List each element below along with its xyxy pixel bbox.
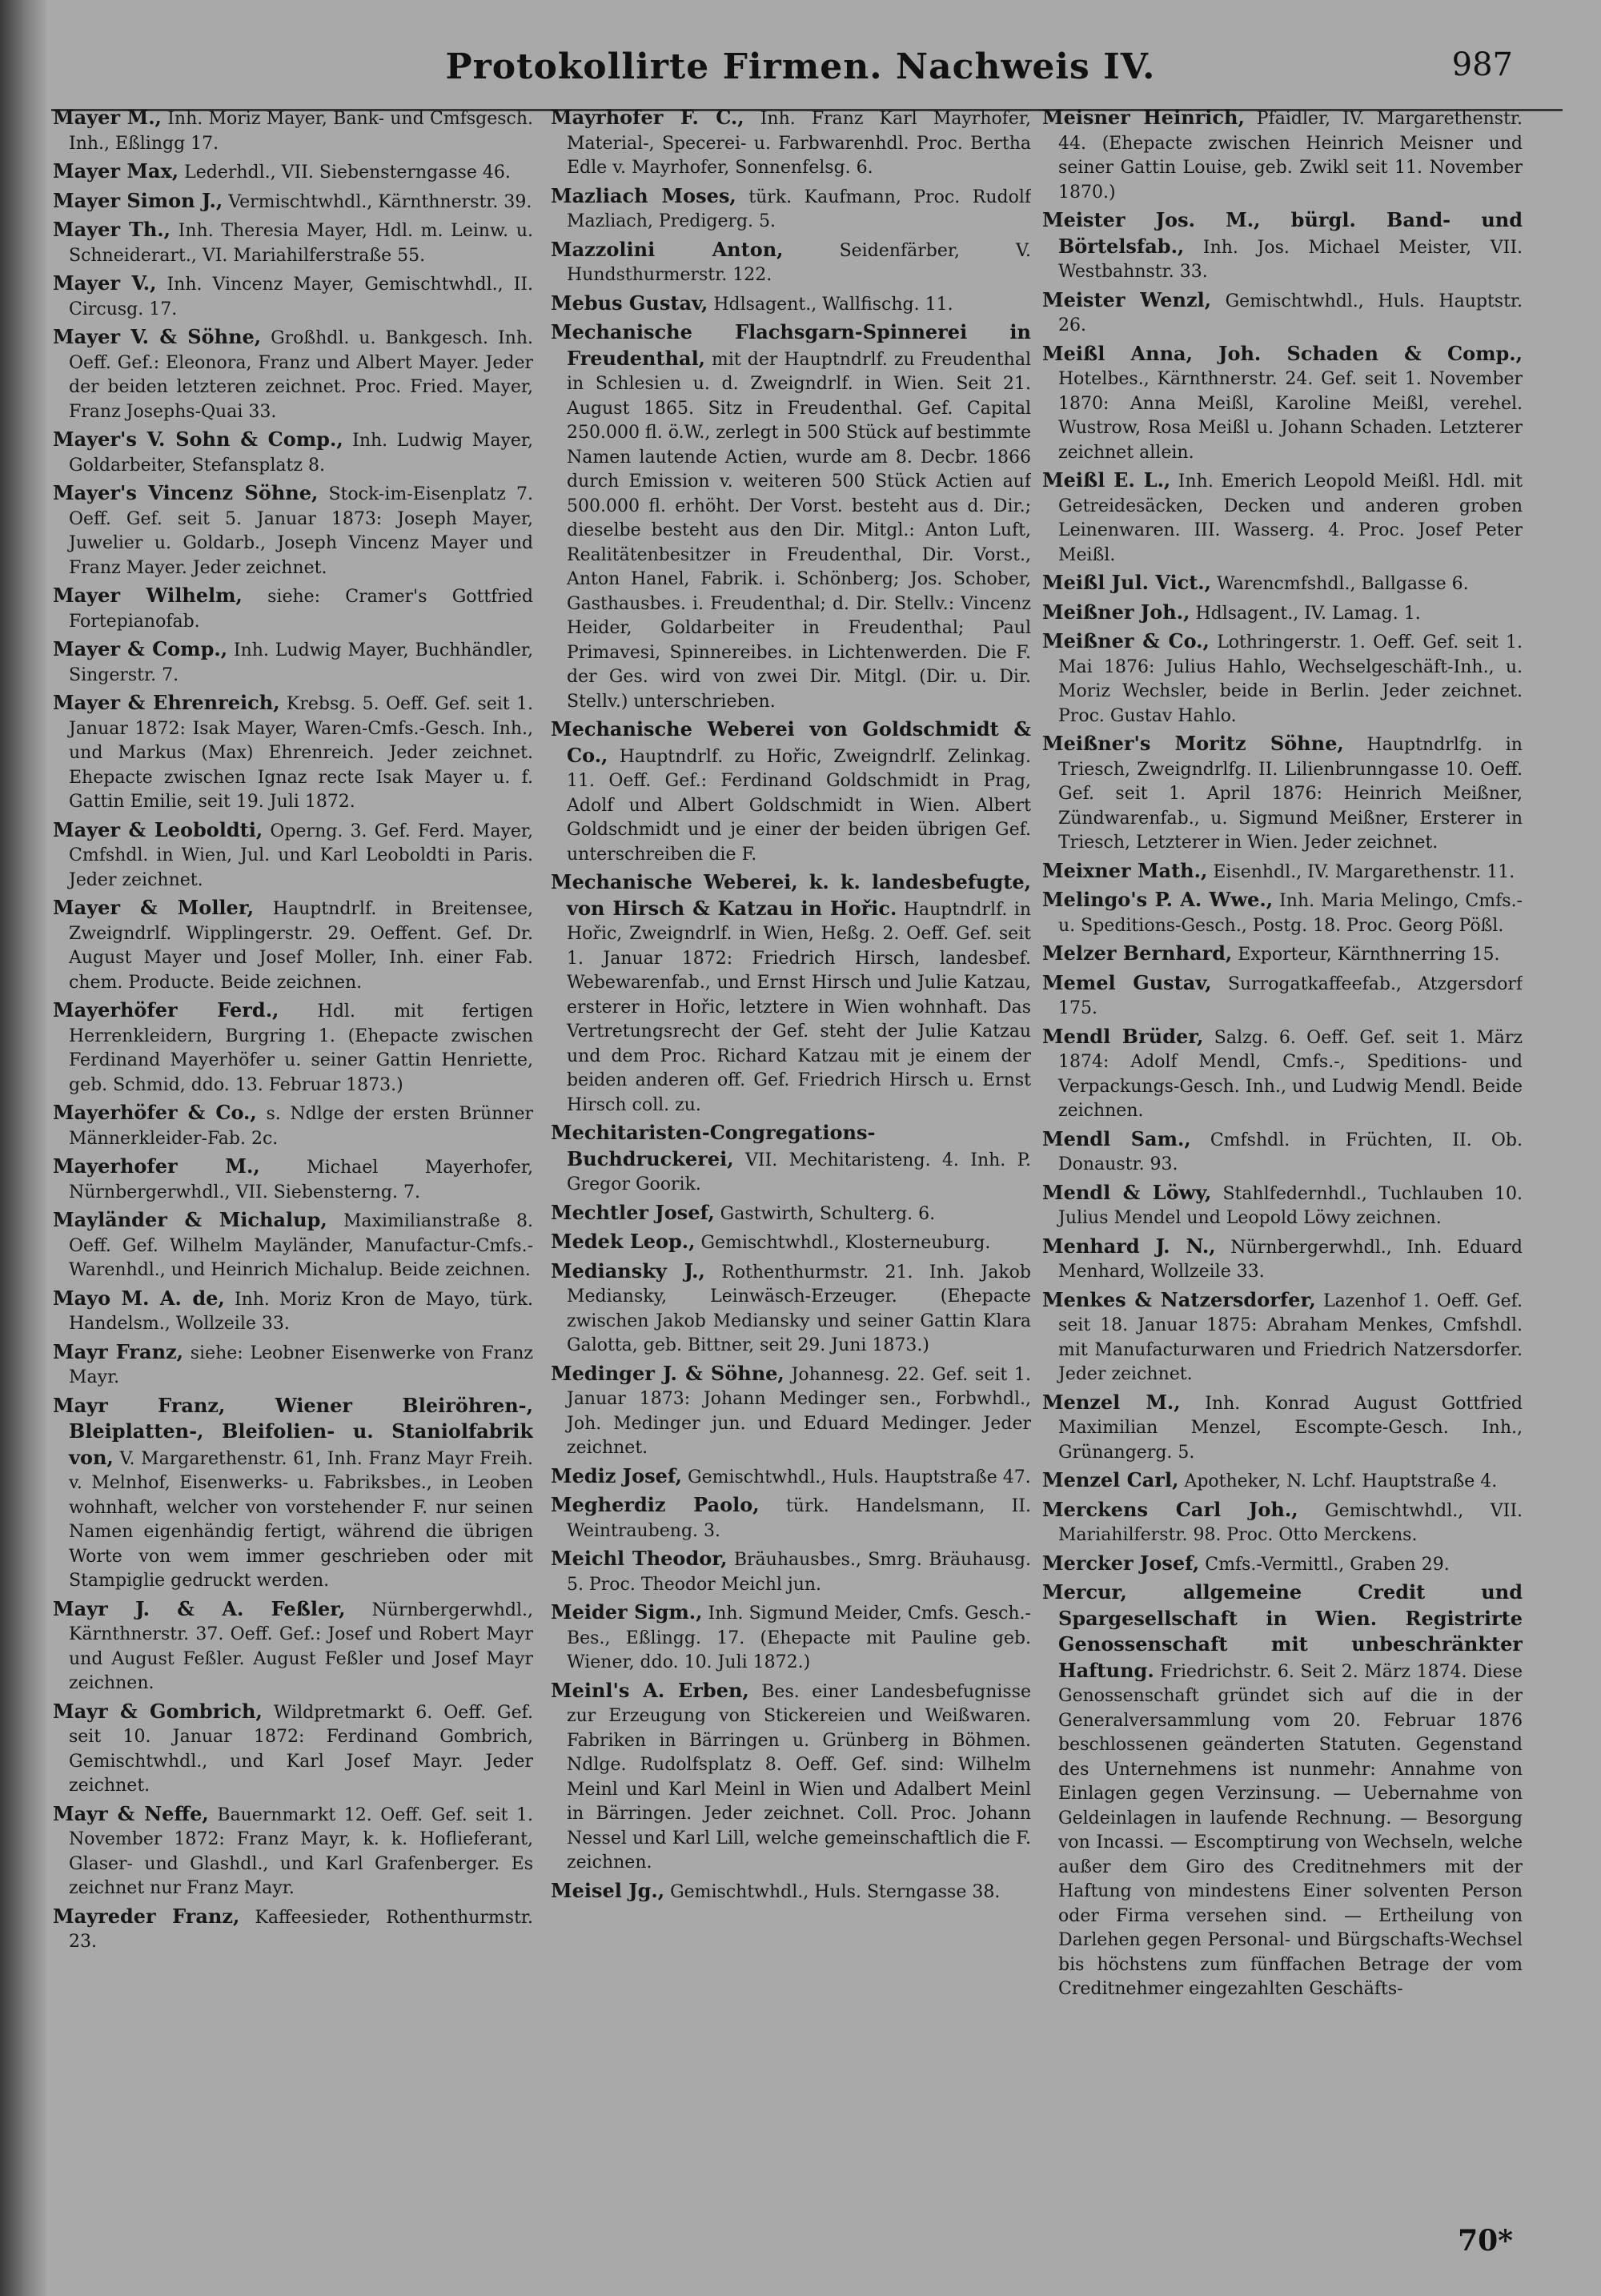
entry-text: Rothenthurmstr. 21. Inh. Jakob Mediansky, Leinwäsch-Erzeuger. (Ehepacte zwischen Jakob Mediansky und seiner Gattin Klara Galotta, geb. Bittner, seit 29. Juni 1873.) — [567, 1262, 1031, 1355]
entry-name: Meißl E. L., — [1042, 468, 1171, 492]
directory-entry — [53, 637, 533, 688]
directory-entry — [1042, 1551, 1523, 1578]
directory-entry — [53, 427, 533, 478]
entry-text: Inh. Theresia Mayer, Hdl. m. Leinw. u. Schneiderart., VI. Mariahilferstraße 55. — [69, 221, 533, 266]
directory-entry — [551, 1547, 1031, 1597]
directory-entry — [551, 320, 1031, 714]
directory-entry — [53, 325, 533, 424]
directory-entry — [551, 1679, 1031, 1876]
entry-text: Cmfshdl. in Früchten, II. Ob. Donaustr. 93. — [1058, 1130, 1523, 1174]
entry-name: Meisner Heinrich, — [1042, 106, 1245, 129]
entry-text: Nürnbergerwhdl., Kärnthnerstr. 37. Oeff. Gef.: Josef und Robert Mayr und August Feßler. August Feßler und Josef Mayr zeichnen. — [69, 1600, 533, 1693]
entry-text: Nürnbergerwhdl., Inh. Eduard Menhard, Wollzeile 33. — [1058, 1237, 1523, 1282]
entry-name: Mayr & Neffe, — [53, 1801, 209, 1825]
column-2 — [551, 106, 1031, 2227]
column-1 — [53, 106, 533, 2227]
entry-text: Hotelbes., Kärnthnerstr. 24. Gef. seit 1. November 1870: Anna Meißl, Karoline Meißl, verehel. Wustrow, Rosa Meißl u. Johann Schaden. Letzterer zeichnet allein. — [1058, 369, 1523, 463]
directory-entry — [53, 271, 533, 322]
entry-name: Meixner Math., — [1042, 858, 1208, 882]
entry-name: Mayer's Vincenz Söhne, — [53, 481, 319, 504]
directory-entry — [551, 291, 1031, 318]
entry-text: Hauptndrlf. in Breitensee, Zweigndrlf. Wipplingerstr. 29. Oeffent. Gef. Dr. August Mayer und Josef Moller, Inh. einer Fab. chem. Producte. Beide zeichnen. — [69, 899, 533, 993]
directory-entry — [551, 1493, 1031, 1543]
entry-text: Salzg. 6. Oeff. Gef. seit 1. März 1874: Adolf Mendl, Cmfs.-, Speditions- und Verpackungs-Gesch. Inh., und Ludwig Mendl. Beide zeichnen. — [1058, 1027, 1523, 1121]
entry-name: Mendl Brüder, — [1042, 1024, 1204, 1048]
entry-text: Operng. 3. Gef. Ferd. Mayer, Cmfshdl. in Wien, Jul. und Karl Leoboldti in Paris. Jeder zeichnet. — [69, 821, 533, 890]
entry-text: Hdl. mit fertigen Herrenkleidern, Burgring 1. (Ehepacte zwischen Ferdinand Mayerhöfer u. seiner Gattin Henriette, geb. Schmid, ddo. 13. Februar 1873.) — [69, 1001, 533, 1095]
entry-text: Lazenhof 1. Oeff. Gef. seit 18. Januar 1875: Abraham Menkes, Cmfshdl. mit Manufacturwaren und Friedrich Natzersdorfer. Jeder zeichnet. — [1058, 1290, 1523, 1384]
directory-entry — [1042, 1580, 1523, 2002]
entry-text: Inh. Moriz Kron de Mayo, türk. Handelsm., Wollzeile 33. — [69, 1289, 533, 1334]
entry-name: Mayer V. & Söhne, — [53, 325, 262, 348]
entry-text: Maximilianstraße 8. Oeff. Gef. Wilhelm Mayländer, Manufactur-Cmfs.-Warenhdl., und Heinrich Michalup. Beide zeichnen. — [69, 1211, 533, 1280]
directory-entry — [53, 1597, 533, 1696]
entry-name: Mayr Franz, Wiener Bleiröhren-, Bleiplatten-, Bleifolien- u. Staniolfabrik von, — [53, 1393, 533, 1469]
directory-entry — [551, 238, 1031, 288]
entry-text: Stock-im-Eisenplatz 7. Oeff. Gef. seit 5. Januar 1873: Joseph Mayer, Juwelier u. Goldarb., Joseph Vincenz Mayer und Franz Mayer. Jeder zeichnet. — [69, 484, 533, 578]
entry-name: Mendl Sam., — [1042, 1126, 1191, 1150]
directory-entry — [551, 1879, 1031, 1905]
directory-entry — [551, 870, 1031, 1118]
entry-name: Memel Gustav, — [1042, 970, 1212, 994]
entry-text: Gemischtwhdl., Huls. Hauptstr. 26. — [1058, 291, 1523, 335]
directory-entry — [1042, 342, 1523, 466]
entry-name: Merckens Carl Joh., — [1042, 1497, 1298, 1521]
directory-entry — [53, 818, 533, 893]
entry-name: Mayer Th., — [53, 218, 171, 241]
directory-entry — [551, 717, 1031, 867]
directory-entry — [1042, 1498, 1523, 1548]
directory-entry — [1042, 1468, 1523, 1495]
directory-entry — [1042, 1234, 1523, 1285]
entry-name: Mediansky J., — [551, 1258, 705, 1282]
entry-name: Mazzolini Anton, — [551, 237, 784, 261]
entry-name: Mechanische Flachsgarn-Spinnerei in Freudenthal, — [551, 320, 1031, 370]
entry-text: Apotheker, N. Lchf. Hauptstraße 4. — [1184, 1471, 1498, 1491]
entry-text: Gastwirth, Schulterg. 6. — [720, 1203, 936, 1224]
signature-mark: 70* — [1458, 2224, 1513, 2258]
entry-name: Mayo M. A. de, — [53, 1286, 225, 1310]
directory-entry — [53, 1340, 533, 1391]
entry-text: Bes. einer Landesbefugnisse zur Erzeugung von Stickereien und Weißwaren. Fabriken in Bärringen u. Grünberg in Böhmen. Ndlge. Rudolfsplatz 8. Oeff. Gef. sind: Wilhelm Meinl und Karl Meinl in Wien und Adalbert Meinl in Bärringen. Jeder zeichnet. Coll. Proc. Johann Nessel und Karl Lill, welche gemeinschaftlich die F. zeichnen. — [567, 1681, 1031, 1873]
entry-name: Mayländer & Michalup, — [53, 1208, 327, 1231]
entry-text: Vermischtwhdl., Kärnthnerstr. 39. — [228, 191, 532, 212]
entry-name: Mercker Josef, — [1042, 1551, 1200, 1575]
entry-text: Exporteur, Kärnthnerring 15. — [1238, 945, 1500, 965]
directory-entry — [1042, 629, 1523, 729]
entry-text: Warencmfshdl., Ballgasse 6. — [1217, 574, 1469, 594]
entry-text: Lothringerstr. 1. Oeff. Gef. seit 1. Mai 1876: Julius Hahlo, Wechselgeschäft-Inh., u. Moriz Wechsler, beide in Berlin. Jeder zeichnet. Proc. Gustav Hahlo. — [1058, 632, 1523, 726]
entry-name: Mediz Josef, — [551, 1463, 683, 1487]
entry-text: Johannesg. 22. Gef. seit 1. Januar 1873: Johann Medinger sen., Forbwhdl., Joh. Medinger jun. und Eduard Medinger. Jeder zeichnet. — [567, 1364, 1031, 1458]
directory-entry — [551, 1121, 1031, 1198]
entry-text: Inh. Franz Karl Mayrhofer, Material-, Specerei- u. Farbwarenhdl. Proc. Bertha Edle v. Mayrhofer, Sonnenfelsg. 6. — [567, 109, 1031, 178]
entry-text: Pfaidler, IV. Margarethenstr. 44. (Ehepacte zwischen Heinrich Meisner und seiner Gattin Louise, geb. Zwikl seit 11. November 1870.) — [1058, 109, 1523, 203]
entry-text: Großhdl. u. Bankgesch. Inh. Oeff. Gef.: Eleonora, Franz und Albert Mayer. Jeder der beiden letzteren zeichnet. Proc. Fried. Mayer, Franz Josephs-Quai 33. — [69, 328, 533, 422]
directory-entry — [53, 1700, 533, 1799]
entry-name: Mayer & Leoboldti, — [53, 817, 263, 841]
directory-entry — [551, 1600, 1031, 1676]
directory-entry — [551, 1230, 1031, 1256]
entry-text: Inh. Jos. Michael Meister, VII. Westbahnstr. 33. — [1058, 237, 1523, 282]
directory-entry — [551, 106, 1031, 181]
entry-name: Megherdiz Paolo, — [551, 1493, 760, 1516]
directory-entry — [1042, 1288, 1523, 1387]
entry-text: Inh. Moriz Mayer, Bank- und Cmfsgesch. Inh., Eßlingg 17. — [69, 109, 533, 154]
entry-text: türk. Handelsmann, II. Weintraubeng. 3. — [567, 1496, 1031, 1541]
directory-entry — [1042, 468, 1523, 568]
entry-name: Meißl Jul. Vict., — [1042, 571, 1212, 594]
entry-name: Mercur, allgemeine Credit und Spargesellschaft in Wien. Registrirte Genossenschaft mit unbeschränkter Haftung. — [1042, 1580, 1523, 1682]
directory-entry — [53, 691, 533, 815]
entry-name: Mayer V., — [53, 271, 157, 295]
entry-text: Hdlsagent., Wallfischg. 11. — [713, 294, 953, 315]
directory-entry — [1042, 1391, 1523, 1466]
entry-text: Inh. Ludwig Mayer, Goldarbeiter, Stefansplatz 8. — [69, 431, 533, 476]
entry-text: Krebsg. 5. Oeff. Gef. seit 1. Januar 1872: Isak Mayer, Waren-Cmfs.-Gesch. Inh., und Markus (Max) Ehrenreich. Jeder zeichnet. Ehepacte zwischen Ignaz recte Isak Mayer u. f. Gattin Emilie, seit 19. Juli 1872. — [69, 694, 533, 812]
entry-text: Gemischtwhdl., Klosterneuburg. — [700, 1233, 991, 1253]
entry-text: Surrogatkaffeefab., Atzgersdorf 175. — [1058, 973, 1523, 1018]
directory-entry — [1042, 600, 1523, 627]
entry-name: Meichl Theodor, — [551, 1547, 728, 1570]
directory-entry — [1042, 941, 1523, 968]
entry-name: Mayer & Ehrenreich, — [53, 691, 280, 714]
entry-name: Meisel Jg., — [551, 1878, 665, 1902]
page-title: Protokollirte Firmen. Nachweis IV. — [445, 46, 1156, 87]
entry-text: V. Margarethenstr. 61, Inh. Franz Mayr Freih. v. Melnhof, Eisenwerks- u. Fabriksbes., in Leoben wohnhaft, welcher von vorstehender F. nur seinen Namen eigenhändig fertigt, während die übrigen Worte von wem immer geschrieben oder mit Stampiglie gedruckt werden. — [69, 1448, 533, 1591]
entry-text: Michael Mayerhofer, Nürnbergerwhdl., VII. Siebensterng. 7. — [69, 1158, 533, 1202]
directory-entry — [551, 1464, 1031, 1491]
directory-entry — [53, 481, 533, 580]
entry-text: türk. Kaufmann, Proc. Rudolf Mazliach, Predigerg. 5. — [567, 187, 1031, 231]
entry-text: Hauptndrlf. in Hořic, Zweigndrlf. in Wien, Heßg. 2. Oeff. Gef. seit 1. Januar 1872: Friedrich Hirsch, landesbef. Webewarenfab., und Ernst Hirsch und Julie Katzau, ersterer in Hořic, letztere in Wien wohnhaft. Das Vertretungsrecht der Gef. steht der Julie Katzau und dem Proc. Richard Katzau mit je einem der beiden anderen off. Gef. Friedrich Hirsch u. Ernst Hirsch coll. zu. — [567, 899, 1031, 1115]
directory-entry — [53, 1802, 533, 1901]
directory-entry — [53, 218, 533, 268]
directory-entry — [1042, 571, 1523, 597]
entry-name: Mayer Simon J., — [53, 188, 223, 212]
entry-text: Hauptndrlf. zu Hořic, Zweigndrlf. Zelinkag. 11. Oeff. Gef.: Ferdinand Goldschmidt in Prag, Adolf und Albert Goldschmidt in Wien. Albert Goldschmidt und je einer der beiden übrigen Gef. unterschreiben die F. — [567, 746, 1031, 865]
entry-name: Mazliach Moses, — [551, 183, 736, 207]
entry-name: Mayer Wilhelm, — [53, 584, 243, 607]
entry-name: Mechanische Weberei von Goldschmidt & Co., — [551, 717, 1031, 767]
directory-entry — [1042, 859, 1523, 885]
entry-name: Melzer Bernhard, — [1042, 941, 1233, 965]
entry-name: Medek Leop., — [551, 1230, 696, 1253]
entry-name: Mayr & Gombrich, — [53, 1699, 263, 1723]
book-fold-shadow — [0, 0, 48, 2296]
entry-name: Meißl Anna, Joh. Schaden & Comp., — [1042, 341, 1523, 365]
directory-entry — [53, 1154, 533, 1205]
entry-text: Bräuhausbes., Smrg. Bräuhausg. 5. Proc. Theodor Meichl jun. — [567, 1550, 1031, 1595]
entry-name: Mayer M., — [53, 106, 162, 129]
page-number: 987 — [1451, 46, 1513, 83]
entry-name: Medinger J. & Söhne, — [551, 1361, 784, 1385]
entry-name: Mayer & Comp., — [53, 637, 228, 660]
entry-text: VII. Mechitaristeng. 4. Inh. P. Gregor Goorik. — [567, 1150, 1031, 1194]
entry-name: Mayr J. & A. Feßler, — [53, 1596, 346, 1620]
entry-text: Stahlfedernhdl., Tuchlauben 10. Julius Mendel und Leopold Löwy zeichnen. — [1058, 1183, 1523, 1228]
entry-text: Gemischtwhdl., Huls. Hauptstraße 47. — [688, 1467, 1031, 1487]
entry-name: Mayer Max, — [53, 159, 179, 183]
entry-text: Inh. Maria Melingo, Cmfs.- u. Speditions-Gesch., Postg. 18. Proc. Georg Pößl. — [1058, 891, 1523, 936]
entry-name: Meißner Joh., — [1042, 600, 1190, 624]
entry-text: siehe: Leobner Eisenwerke von Franz Mayr. — [69, 1343, 533, 1387]
directory-entry — [53, 159, 533, 186]
directory-entry — [1042, 288, 1523, 339]
entry-name: Meister Jos. M., bürgl. Band- und Börtelsfab., — [1042, 208, 1523, 258]
directory-entry — [53, 1101, 533, 1151]
entry-text: s. Ndlge der ersten Brünner Männerkleider-Fab. 2c. — [69, 1104, 533, 1149]
entry-name: Meider Sigm., — [551, 1600, 703, 1624]
directory-entry — [551, 184, 1031, 235]
entry-text: Gemischtwhdl., VII. Mariahilferstr. 98. Proc. Otto Merckens. — [1058, 1500, 1523, 1545]
entry-text: siehe: Cramer's Gottfried Fortepianofab. — [69, 587, 533, 632]
directory-entry — [53, 896, 533, 995]
entry-name: Menkes & Natzersdorfer, — [1042, 1287, 1316, 1311]
entry-name: Mayerhofer M., — [53, 1154, 260, 1178]
entry-name: Mayer & Moller, — [53, 896, 255, 919]
entry-name: Meinl's A. Erben, — [551, 1678, 749, 1702]
entry-text: Cmfs.-Vermittl., Graben 29. — [1205, 1554, 1450, 1575]
entry-text: Seidenfärber, V. Hundsthurmerstr. 122. — [567, 240, 1031, 285]
entry-name: Meißner's Moritz Söhne, — [1042, 732, 1344, 755]
entry-name: Menzel M., — [1042, 1390, 1181, 1414]
entry-text: Friedrichstr. 6. Seit 2. März 1874. Diese Genossenschaft gründet sich auf die in der Generalversammlung vom 20. Februar 1876 beschlossenen geänderten Statuten. Gegenstand des Unternehmens ist nunmehr: Annahme von Einlagen gegen Verzinsung. — Uebernahme von Geldeinlagen in laufende Rechnung. — Besorgung von Incassi. — Escomptirung von Wechseln, welche außer dem Giro des Creditnehmers mit der Haftung von mindestens Einer solventen Person oder Firma versehen sind. — Ertheilung von Darlehen gegen Personal- und Bürgschafts-Wechsel bis höchstens zum fünffachen Betrage der vom Creditnehmer eingezahlten Geschäfts- — [1058, 1661, 1523, 1999]
directory-entry — [1042, 1181, 1523, 1231]
entry-text: Inh. Konrad August Gottfried Maximilian Menzel, Escompte-Gesch. Inh., Grünangerg. 5. — [1058, 1393, 1523, 1463]
entry-text: Kaffeesieder, Rothenthurmstr. 23. — [69, 1907, 533, 1952]
entry-text: Lederhdl., VII. Siebensterngasse 46. — [184, 163, 511, 183]
directory-entry — [53, 1905, 533, 1955]
entry-name: Mechitaristen-Congregations-Buchdruckerei, — [551, 1121, 876, 1170]
entry-text: Bauernmarkt 12. Oeff. Gef. seit 1. November 1872: Franz Mayr, k. k. Hoflieferant, Glaser- und Glashdl., und Karl Grafenberger. Es zeichnet nur Franz Mayr. — [69, 1804, 533, 1898]
entry-text: Eisenhdl., IV. Margarethenstr. 11. — [1213, 861, 1515, 882]
directory-entry — [1042, 888, 1523, 938]
directory-entry — [1042, 1127, 1523, 1178]
entry-name: Mechtler Josef, — [551, 1200, 715, 1224]
entry-name: Mendl & Löwy, — [1042, 1180, 1212, 1204]
entry-text: Inh. Emerich Leopold Meißl. Hdl. mit Getreidesäcken, Decken und anderen groben Leinenwaren. III. Wasserg. 4. Proc. Josef Peter Meißl. — [1058, 472, 1523, 565]
directory-entry — [53, 1208, 533, 1283]
directory-entry — [53, 189, 533, 215]
entry-name: Melingo's P. A. Wwe., — [1042, 888, 1274, 911]
directory-entry — [1042, 208, 1523, 285]
entry-name: Mayer's V. Sohn & Comp., — [53, 427, 343, 451]
entry-name: Mechanische Weberei, k. k. landesbefugte, von Hirsch & Katzau in Hořic. — [551, 870, 1031, 920]
column-3 — [1042, 106, 1523, 2227]
entry-name: Meister Wenzl, — [1042, 287, 1212, 311]
entry-name: Mayerhöfer Ferd., — [53, 998, 279, 1022]
entry-name: Mayreder Franz, — [53, 1904, 240, 1928]
entry-name: Mayrhofer F. C., — [551, 106, 744, 129]
entry-name: Meißner & Co., — [1042, 629, 1210, 652]
entry-name: Mebus Gustav, — [551, 291, 708, 315]
directory-entry — [53, 998, 533, 1098]
directory-entry — [1042, 971, 1523, 1022]
entry-text: Wildpretmarkt 6. Oeff. Gef. seit 10. Januar 1872: Ferdinand Gombrich, Gemischtwhdl., und Karl Josef Mayr. Jeder zeichnet. — [69, 1702, 533, 1796]
entry-text: Gemischtwhdl., Huls. Sterngasse 38. — [670, 1881, 1001, 1902]
directory-entry — [1042, 106, 1523, 205]
directory-entry — [53, 1286, 533, 1337]
directory-entry — [1042, 1025, 1523, 1124]
directory-entry — [53, 106, 533, 156]
directory-entry — [551, 1201, 1031, 1227]
entry-name: Menzel Carl, — [1042, 1468, 1179, 1491]
directory-entry — [1042, 732, 1523, 856]
entry-text: Inh. Ludwig Mayer, Buchhändler, Singerstr. 7. — [69, 640, 533, 685]
entry-text: Inh. Sigmund Meider, Cmfs. Gesch.-Bes., Eßlingg. 17. (Ehepacte mit Pauline geb. Wiener, ddo. 10. Juli 1872.) — [567, 1604, 1031, 1672]
directory-entry — [551, 1259, 1031, 1359]
directory-entry — [53, 584, 533, 634]
directory-entry — [551, 1362, 1031, 1461]
entry-text: mit der Hauptndrlf. zu Freudenthal in Schlesien u. d. Zweigndrlf. in Wien. Seit 21. August 1865. Sitz in Freudenthal. Gef. Capital 250.000 fl. ö.W., zerlegt in 500 Stück auf bestimmte Namen lautende Actien, wurde am 8. Decbr. 1866 durch Emission v. weiteren 500 Stück Actien auf 500.000 fl. erhöht. Der Vorst. besteht aus d. Dir.; dieselbe besteht aus den Dir. Mitgl.: Anton Luft, Realitätenbesitzer in Freudenthal, Dir. Vorst., Anton Hanel, Fabrik. i. Schönberg; Jos. Schober, Gasthausbes. i. Freudenthal; d. Dir. Stellv.: Vincenz Heider, Goldarbeiter in Freudenthal; Paul Primavesi, Spinnereibes. in Lichtenwerden. Die F. der Ges. wird von zwei Dir. Mitgl. (Dir. u. Dir. Stellv.) unterschrieben. — [567, 349, 1031, 712]
entry-text: Inh. Vincenz Mayer, Gemischtwhdl., II. Circusg. 17. — [69, 275, 533, 319]
entry-text: Hdlsagent., IV. Lamag. 1. — [1195, 603, 1421, 624]
directory-entry — [53, 1394, 533, 1594]
entry-name: Mayerhöfer & Co., — [53, 1101, 257, 1124]
entry-name: Menhard J. N., — [1042, 1234, 1216, 1258]
entry-text: Hauptndrlfg. in Triesch, Zweigndrlfg. II. Lilienbrunngasse 10. Oeff. Gef. seit 1. April 1876: Heinrich Meißner, Zündwarenfab., u. Sigmund Meißner, Ersterer in Triesch, Letzterer in Wien. Jeder zeichnet. — [1058, 735, 1523, 853]
entry-name: Mayr Franz, — [53, 1339, 184, 1363]
